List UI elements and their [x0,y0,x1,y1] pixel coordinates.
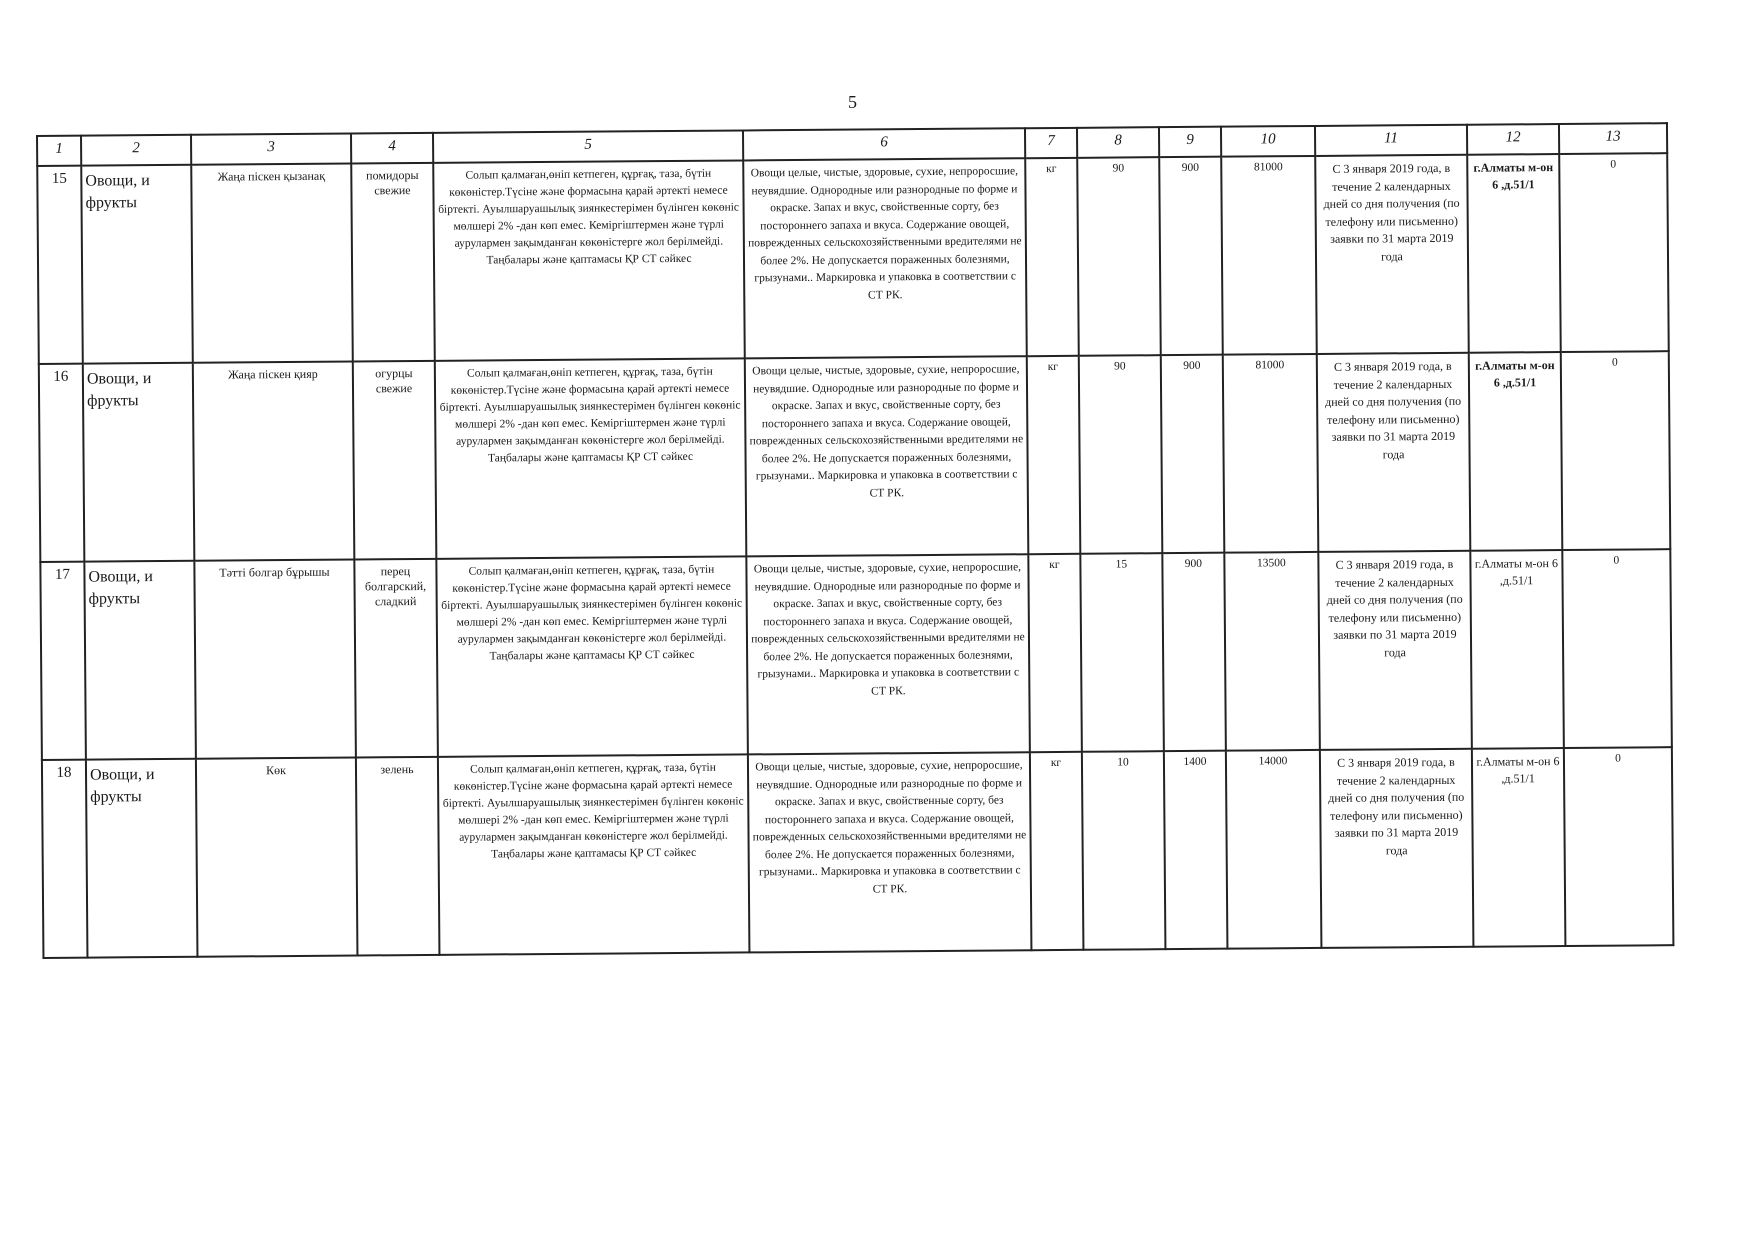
table-row [39,351,1671,562]
description-kz: Солып қалмаған,өніп кетпеген, құрғақ, таза, бүтін көкөністер.Түсіне және формасына қарай әртекті немесе біртекті. Ауылшаруашылық зиянкестерімен бүлінген көкөніс мөлшері 2% -дан көп емес. Кеміргіштермен және түрлі аурулармен зақымданған көкөністерге жол берілмейді. Таңбалары және қаптамасы ҚР СТ сәйкес [435,358,747,558]
price-cell: 900 [1161,355,1225,553]
category-cell: Овощи, и фрукты [83,363,195,562]
column-number: 8 [1077,127,1159,158]
delivery-place-cell: г.Алматы м-он 6 ,д.51/1 [1467,154,1561,353]
delivery-term-cell: С 3 января 2019 года, в течение 2 календарных дней со дня получения (по телефону или письменно) заявки по 31 марта 2019 года [1318,551,1472,750]
sum-cell: 14000 [1226,750,1322,949]
table-row [37,153,1669,364]
description-kz: Солып қалмаған,өніп кетпеген, құрғақ, таза, бүтін көкөністер.Түсіне және формасына қарай әртекті немесе біртекті. Ауылшаруашылық зиянкестерімен бүлінген көкөніс мөлшері 2% -дан көп емес. Кеміргіштермен және түрлі аурулармен зақымданған көкөністерге жол берілмейді. Таңбалары және қаптамасы ҚР СТ сәйкес [436,556,748,756]
item-name-kz: Жаңа піскен қызанақ [191,164,353,363]
item-name-ru: помидоры свежие [351,163,435,362]
page-number: 5 [848,92,857,112]
delivery-place-cell: г.Алматы м-он 6 ,д.51/1 [1470,550,1564,749]
delivery-term-cell: С 3 января 2019 года, в течение 2 календарных дней со дня получения (по телефону или письменно) заявки по 31 марта 2019 года [1315,155,1469,354]
delivery-term-cell: С 3 января 2019 года, в течение 2 календарных дней со дня получения (по телефону или письменно) заявки по 31 марта 2019 года [1317,353,1471,552]
item-name-kz: Тәтті болгар бұрышы [194,560,356,759]
delivery-place-cell: г.Алматы м-он 6 ,д.51/1 [1469,352,1563,551]
column-number: 1 [37,136,81,166]
column-number: 11 [1315,125,1467,156]
row-number: 17 [40,562,86,760]
delivery-place-cell: г.Алматы м-он 6 ,д.51/1 [1472,748,1566,947]
category-cell: Овощи, и фрукты [81,165,193,364]
price-cell: 1400 [1164,751,1228,949]
column-13-cell: 0 [1559,153,1669,352]
column-number: 3 [191,134,351,165]
column-number: 9 [1159,127,1221,157]
quantity-cell: 90 [1077,157,1161,356]
unit-cell: кг [1028,554,1082,752]
procurement-sheet [36,122,1672,959]
row-number: 15 [37,166,83,364]
item-name-ru: зелень [356,757,440,956]
quantity-cell: 15 [1080,553,1164,752]
unit-cell: кг [1030,752,1084,950]
description-ru: Овощи целые, чистые, здоровые, сухие, непроросшие, неувядшие. Однородные или разнородные по форме и окраске. Запах и вкус, свойственные сорту, без постороннего запаха и вкуса. Содержание овощей, поврежденных сельскохозяйственными вредителями не более 2%. Не допускается пораженных болезнями, грызунами.. Маркировка и упаковка в соответствии с СТ РК. [746,554,1030,754]
column-13-cell: 0 [1561,351,1671,550]
description-ru: Овощи целые, чистые, здоровые, сухие, непроросшие, неувядшие. Однородные или разнородные по форме и окраске. Запах и вкус, свойственные сорту, без постороннего запаха и вкуса. Содержание овощей, поврежденных сельскохозяйственными вредителями не более 2%. Не допускается пораженных болезнями, грызунами.. Маркировка и упаковка в соответствии с СТ РК. [743,158,1027,358]
item-name-kz: Жаңа піскен қияр [193,362,355,561]
quantity-cell: 10 [1082,751,1166,950]
quantity-cell: 90 [1079,355,1163,554]
description-ru: Овощи целые, чистые, здоровые, сухие, непроросшие, неувядшие. Однородные или разнородные по форме и окраске. Запах и вкус, свойственные сорту, без постороннего запаха и вкуса. Содержание овощей, поврежденных сельскохозяйственными вредителями не более 2%. Не допускается пораженных болезнями, грызунами.. Маркировка и упаковка в соответствии с СТ РК. [748,752,1032,952]
column-number: 7 [1025,128,1077,158]
unit-cell: кг [1025,158,1079,356]
column-number: 4 [351,133,433,164]
table-row [40,549,1672,760]
column-number: 10 [1221,126,1315,157]
description-ru: Овощи целые, чистые, здоровые, сухие, непроросшие, неувядшие. Однородные или разнородные по форме и окраске. Запах и вкус, свойственные сорту, без постороннего запаха и вкуса. Содержание овощей, поврежденных сельскохозяйственными вредителями не более 2%. Не допускается пораженных болезнями, грызунами.. Маркировка и упаковка в соответствии с СТ РК. [745,356,1029,556]
delivery-term-cell: С 3 января 2019 года, в течение 2 календарных дней со дня получения (по телефону или письменно) заявки по 31 марта 2019 года [1320,749,1474,948]
procurement-table [36,122,1674,959]
price-cell: 900 [1162,553,1226,751]
column-number: 2 [81,135,191,166]
category-cell: Овощи, и фрукты [86,759,198,958]
column-number: 12 [1467,124,1559,155]
row-number: 16 [39,364,85,562]
unit-cell: кг [1027,356,1081,554]
price-cell: 900 [1159,157,1223,355]
sum-cell: 13500 [1224,552,1320,751]
column-13-cell: 0 [1564,747,1674,946]
item-name-kz: Көк [196,758,358,957]
row-number: 18 [42,760,88,958]
column-13-cell: 0 [1562,549,1672,748]
table-row [42,747,1674,958]
column-number: 5 [433,130,743,162]
sum-cell: 81000 [1223,354,1319,553]
category-cell: Овощи, и фрукты [84,561,196,760]
column-number: 6 [743,128,1025,160]
item-name-ru: перец болгарский, сладкий [354,559,438,758]
item-name-ru: огурцы свежие [353,361,437,560]
description-kz: Солып қалмаған,өніп кетпеген, құрғақ, таза, бүтін көкөністер.Түсіне және формасына қарай әртекті немесе біртекті. Ауылшаруашылық зиянкестерімен бүлінген көкөніс мөлшері 2% -дан көп емес. Кеміргіштермен және түрлі аурулармен зақымданған көкөністерге жол берілмейді. Таңбалары және қаптамасы ҚР СТ сәйкес [438,754,750,954]
column-number: 13 [1559,123,1667,154]
sum-cell: 81000 [1221,156,1317,355]
description-kz: Солып қалмаған,өніп кетпеген, құрғақ, таза, бүтін көкөністер.Түсіне және формасына қарай әртекті немесе біртекті. Ауылшаруашылық зиянкестерімен бүлінген көкөніс мөлшері 2% -дан көп емес. Кеміргіштермен және түрлі аурулармен зақымданған көкөністерге жол берілмейді. Таңбалары және қаптамасы ҚР СТ сәйкес [433,160,745,360]
